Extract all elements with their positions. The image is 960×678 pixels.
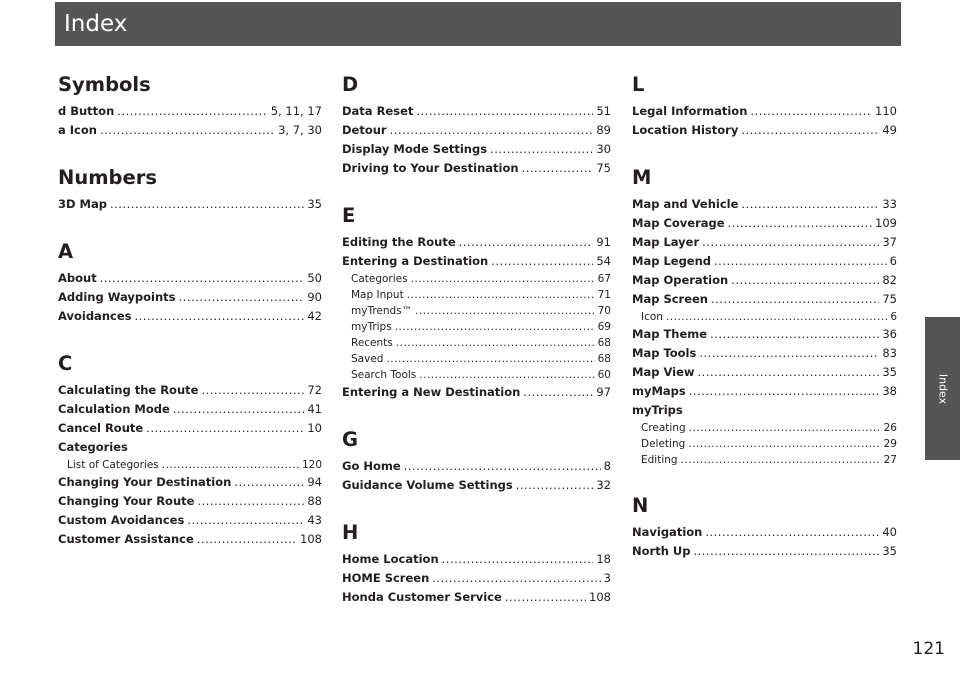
entry-pages[interactable]: 109 [875,216,897,230]
entry-pages[interactable]: 94 [307,475,322,489]
index-banner [55,2,901,46]
section-heading: M [632,166,652,189]
entry-name: Calculation Mode [58,402,170,416]
entry-name: myTrips [351,321,392,333]
entry-name: Display Mode Settings [342,142,488,156]
dot-leader [750,102,872,121]
entry-name: Data Reset [342,104,414,118]
entry-name: Location History [632,123,739,137]
index-entry[interactable] [632,344,897,363]
entry-pages[interactable]: 3 [603,571,611,585]
dot-leader [179,288,305,307]
entry-name: myMaps [632,384,686,398]
entry-pages[interactable]: 83 [882,346,897,360]
index-entry[interactable] [632,290,897,309]
entry-pages[interactable]: 54 [596,254,611,268]
entry-pages[interactable]: 27 [883,454,897,466]
entry-pages[interactable]: 91 [596,235,611,249]
entry-pages[interactable]: 75 [882,292,897,306]
index-entry[interactable] [58,419,322,438]
entry-pages[interactable]: 10 [307,421,322,435]
index-column-2 [342,72,611,632]
section-heading: N [632,494,649,517]
index-entry[interactable] [58,121,322,140]
index-subentry[interactable] [58,457,322,473]
entry-pages[interactable]: 41 [307,402,322,416]
entry-name: Search Tools [351,369,417,381]
index-subentry[interactable] [342,351,611,367]
index-entry[interactable] [632,121,897,140]
index-entry[interactable] [342,159,611,178]
section-heading: Numbers [58,166,157,189]
entry-name: Calculating the Route [58,383,199,397]
entry-name: Map Coverage [632,216,725,230]
entry-name: Home Location [342,552,439,566]
entry-pages[interactable]: 5, 11, 17 [270,104,322,118]
index-entry[interactable] [342,140,611,159]
index-section-a [58,239,322,326]
index-entry[interactable] [342,569,611,588]
index-entry[interactable] [632,214,897,233]
dot-leader [681,452,881,468]
dot-leader [688,436,880,452]
entry-name: Creating [641,422,686,434]
dot-leader [689,420,881,436]
entry-pages[interactable]: 6 [889,254,897,268]
index-entry[interactable] [58,492,322,511]
section-heading: E [342,204,356,227]
entry-name: Saved [351,353,384,365]
index-entry[interactable] [632,252,897,271]
index-entry[interactable] [58,400,322,419]
index-section-c [58,351,322,549]
entry-pages[interactable]: 82 [882,273,897,287]
entry-pages[interactable]: 37 [882,235,897,249]
dot-leader [705,523,879,542]
entry-pages[interactable]: 18 [596,552,611,566]
dot-leader [234,473,304,492]
entry-name: Map Input [351,289,404,301]
index-entry[interactable] [342,588,611,607]
entry-name: myTrends™ [351,305,413,317]
index-subentry[interactable] [632,452,897,468]
entry-name: Custom Avoidances [58,513,185,527]
index-entry[interactable] [632,542,897,561]
talk-glyph-icon: a [58,123,66,137]
entry-pages[interactable]: 36 [882,327,897,341]
entry-name: Icon [641,311,663,323]
dot-leader [523,383,593,402]
entry-name: Avoidances [58,309,132,323]
index-entry[interactable] [342,252,611,271]
entry-pages[interactable]: 71 [597,289,611,301]
index-column-1 [58,72,322,574]
section-heading: L [632,73,645,96]
index-subentry[interactable] [342,287,611,303]
index-entry[interactable] [342,121,611,140]
entry-name: Legal Information [632,104,748,118]
index-section-e [342,203,611,402]
entry-pages[interactable]: 89 [596,123,611,137]
entry-pages[interactable]: 60 [597,369,611,381]
entry-name: Changing Your Route [58,494,195,508]
index-entry[interactable] [58,195,322,214]
entry-pages[interactable]: 35 [307,197,322,211]
dot-leader [689,382,880,401]
index-entry[interactable] [58,288,322,307]
index-subentry[interactable] [342,271,611,287]
entry-name: Map and Vehicle [632,197,739,211]
dot-leader [395,319,595,335]
dot-leader [117,102,268,121]
entry-pages[interactable]: 50 [307,271,322,285]
section-heading: D [342,73,359,96]
index-entry[interactable] [632,523,897,542]
page-number: 121 [912,639,945,659]
dot-leader [459,233,594,252]
dot-leader [714,252,887,271]
index-subentry[interactable] [342,367,611,383]
entry-name: Map View [632,365,695,379]
entry-pages[interactable]: 40 [882,525,897,539]
dot-leader [490,140,593,159]
index-entry[interactable] [632,363,897,382]
entry-pages[interactable]: 42 [307,309,322,323]
entry-name: Map Operation [632,273,729,287]
entry-name: Go Home [342,459,401,473]
index-section-symbols [58,72,322,140]
dot-leader [693,542,879,561]
dot-leader [390,121,594,140]
entry-name: Map Theme [632,327,708,341]
side-tab-index[interactable] [925,317,960,460]
entry-pages[interactable]: 26 [883,422,897,434]
dot-leader [386,351,594,367]
entry-pages[interactable]: 43 [307,513,322,527]
entry-name: Recents [351,337,393,349]
dot-leader [442,550,594,569]
index-entry[interactable] [342,476,611,495]
dot-leader [505,588,586,607]
index-entry [58,438,322,457]
index-section-l [632,72,897,140]
entry-name: Button [70,104,115,118]
entry-pages[interactable]: 67 [597,273,611,285]
entry-name: Entering a New Destination [342,385,521,399]
dot-leader [699,344,879,363]
dot-leader [201,381,304,400]
dot-leader [396,335,595,351]
entry-pages[interactable]: 6 [890,311,897,323]
entry-name: myTrips [632,403,683,417]
entry-pages[interactable]: 68 [597,353,611,365]
entry-name: Map Layer [632,235,700,249]
entry-pages[interactable]: 108 [300,532,322,546]
section-heading: H [342,521,359,544]
index-subentry[interactable] [632,436,897,452]
entry-pages[interactable]: 3, 7, 30 [278,123,322,137]
entry-pages[interactable]: 110 [875,104,897,118]
index-entry[interactable] [342,102,611,121]
dot-leader [404,457,601,476]
dot-leader [432,569,600,588]
dot-leader [162,457,299,473]
index-entry[interactable] [58,511,322,530]
entry-name: Guidance Volume Settings [342,478,513,492]
entry-pages[interactable]: 90 [307,290,322,304]
index-entry[interactable] [632,325,897,344]
entry-pages[interactable]: 51 [596,104,611,118]
entry-name: North Up [632,544,691,558]
entry-pages[interactable]: 75 [596,161,611,175]
entry-name: Customer Assistance [58,532,194,546]
dot-leader [731,271,879,290]
entry-pages[interactable]: 35 [882,365,897,379]
dot-leader [728,214,873,233]
index-subentry[interactable] [632,420,897,436]
entry-name: HOME Screen [342,571,430,585]
entry-pages[interactable]: 97 [596,385,611,399]
entry-name: Map Screen [632,292,708,306]
dot-leader [110,195,304,214]
index-section-g [342,427,611,495]
entry-name: Adding Waypoints [58,290,176,304]
entry-name: Map Legend [632,254,712,268]
index-section-numbers [58,165,322,214]
dot-leader [100,121,275,140]
entry-name: Icon [69,123,97,137]
entry-name: Changing Your Destination [58,475,232,489]
dot-leader [197,530,297,549]
dot-leader [197,492,304,511]
dot-leader [741,195,879,214]
entry-name: Map Tools [632,346,697,360]
dot-leader [173,400,305,419]
entry-pages[interactable]: 108 [589,590,611,604]
page-title: Index [64,11,128,37]
entry-name: Editing [641,454,678,466]
entry-pages[interactable]: 29 [883,438,897,450]
index-entry[interactable] [58,381,322,400]
entry-name: Cancel Route [58,421,144,435]
entry-pages[interactable]: 30 [596,142,611,156]
entry-pages[interactable]: 70 [597,305,611,317]
dot-leader [411,271,595,287]
index-entry[interactable] [58,530,322,549]
index-entry[interactable] [342,457,611,476]
dot-leader [710,325,879,344]
index-entry[interactable] [58,473,322,492]
index-column-3 [632,72,897,586]
index-entry[interactable] [632,195,897,214]
dot-leader [415,303,594,319]
entry-name: Entering a Destination [342,254,489,268]
entry-name: Honda Customer Service [342,590,502,604]
index-entry[interactable] [58,269,322,288]
index-section-h [342,520,611,607]
index-section-n [632,493,897,561]
section-heading: Symbols [58,73,151,96]
entry-name: Deleting [641,438,686,450]
index-entry[interactable] [342,383,611,402]
index-entry[interactable] [342,233,611,252]
dot-leader [419,367,594,383]
index-entry[interactable] [58,307,322,326]
index-section-d [342,72,611,178]
entry-name: Driving to Your Destination [342,161,519,175]
entry-name: Editing the Route [342,235,456,249]
index-entry[interactable] [632,233,897,252]
entry-name: List of Categories [67,459,159,471]
index-entry[interactable] [342,550,611,569]
index-subentry[interactable] [632,309,897,325]
entry-pages[interactable]: 33 [882,197,897,211]
index-entry [632,401,897,420]
entry-name: 3D Map [58,197,107,211]
entry-pages[interactable]: 72 [307,383,322,397]
index-subentry[interactable] [342,319,611,335]
dot-leader [516,476,594,495]
dot-leader [134,307,304,326]
entry-pages[interactable]: 68 [597,337,611,349]
dot-leader [698,363,880,382]
section-heading: C [58,352,73,375]
entry-pages[interactable]: 49 [882,123,897,137]
entry-name: Categories [351,273,408,285]
section-heading: A [58,240,74,263]
dot-leader [407,287,595,303]
side-tab-label: Index [936,373,949,404]
index-entry[interactable] [632,102,897,121]
dot-leader [741,121,879,140]
entry-name: About [58,271,97,285]
dot-leader [666,309,887,325]
dot-leader [491,252,593,271]
entry-pages[interactable]: 120 [301,459,322,471]
index-subentry[interactable] [342,303,611,319]
dot-leader [146,419,304,438]
index-section-m [632,165,897,468]
entry-pages[interactable]: 8 [603,459,611,473]
index-subentry[interactable] [342,335,611,351]
dot-leader [711,290,879,309]
dot-leader [100,269,305,288]
dot-leader [187,511,304,530]
entry-pages[interactable]: 38 [882,384,897,398]
entry-pages[interactable]: 88 [307,494,322,508]
entry-name: Detour [342,123,387,137]
entry-pages[interactable]: 32 [596,478,611,492]
index-entry[interactable] [632,271,897,290]
index-entry[interactable] [632,382,897,401]
dot-leader [522,159,594,178]
index-entry[interactable] [58,102,322,121]
entry-name: Navigation [632,525,703,539]
dot-leader [702,233,879,252]
section-heading: G [342,428,359,451]
entry-pages[interactable]: 35 [882,544,897,558]
entry-pages[interactable]: 69 [597,321,611,333]
nav-glyph-icon: d [58,104,67,118]
entry-name: Categories [58,440,128,454]
dot-leader [416,102,593,121]
